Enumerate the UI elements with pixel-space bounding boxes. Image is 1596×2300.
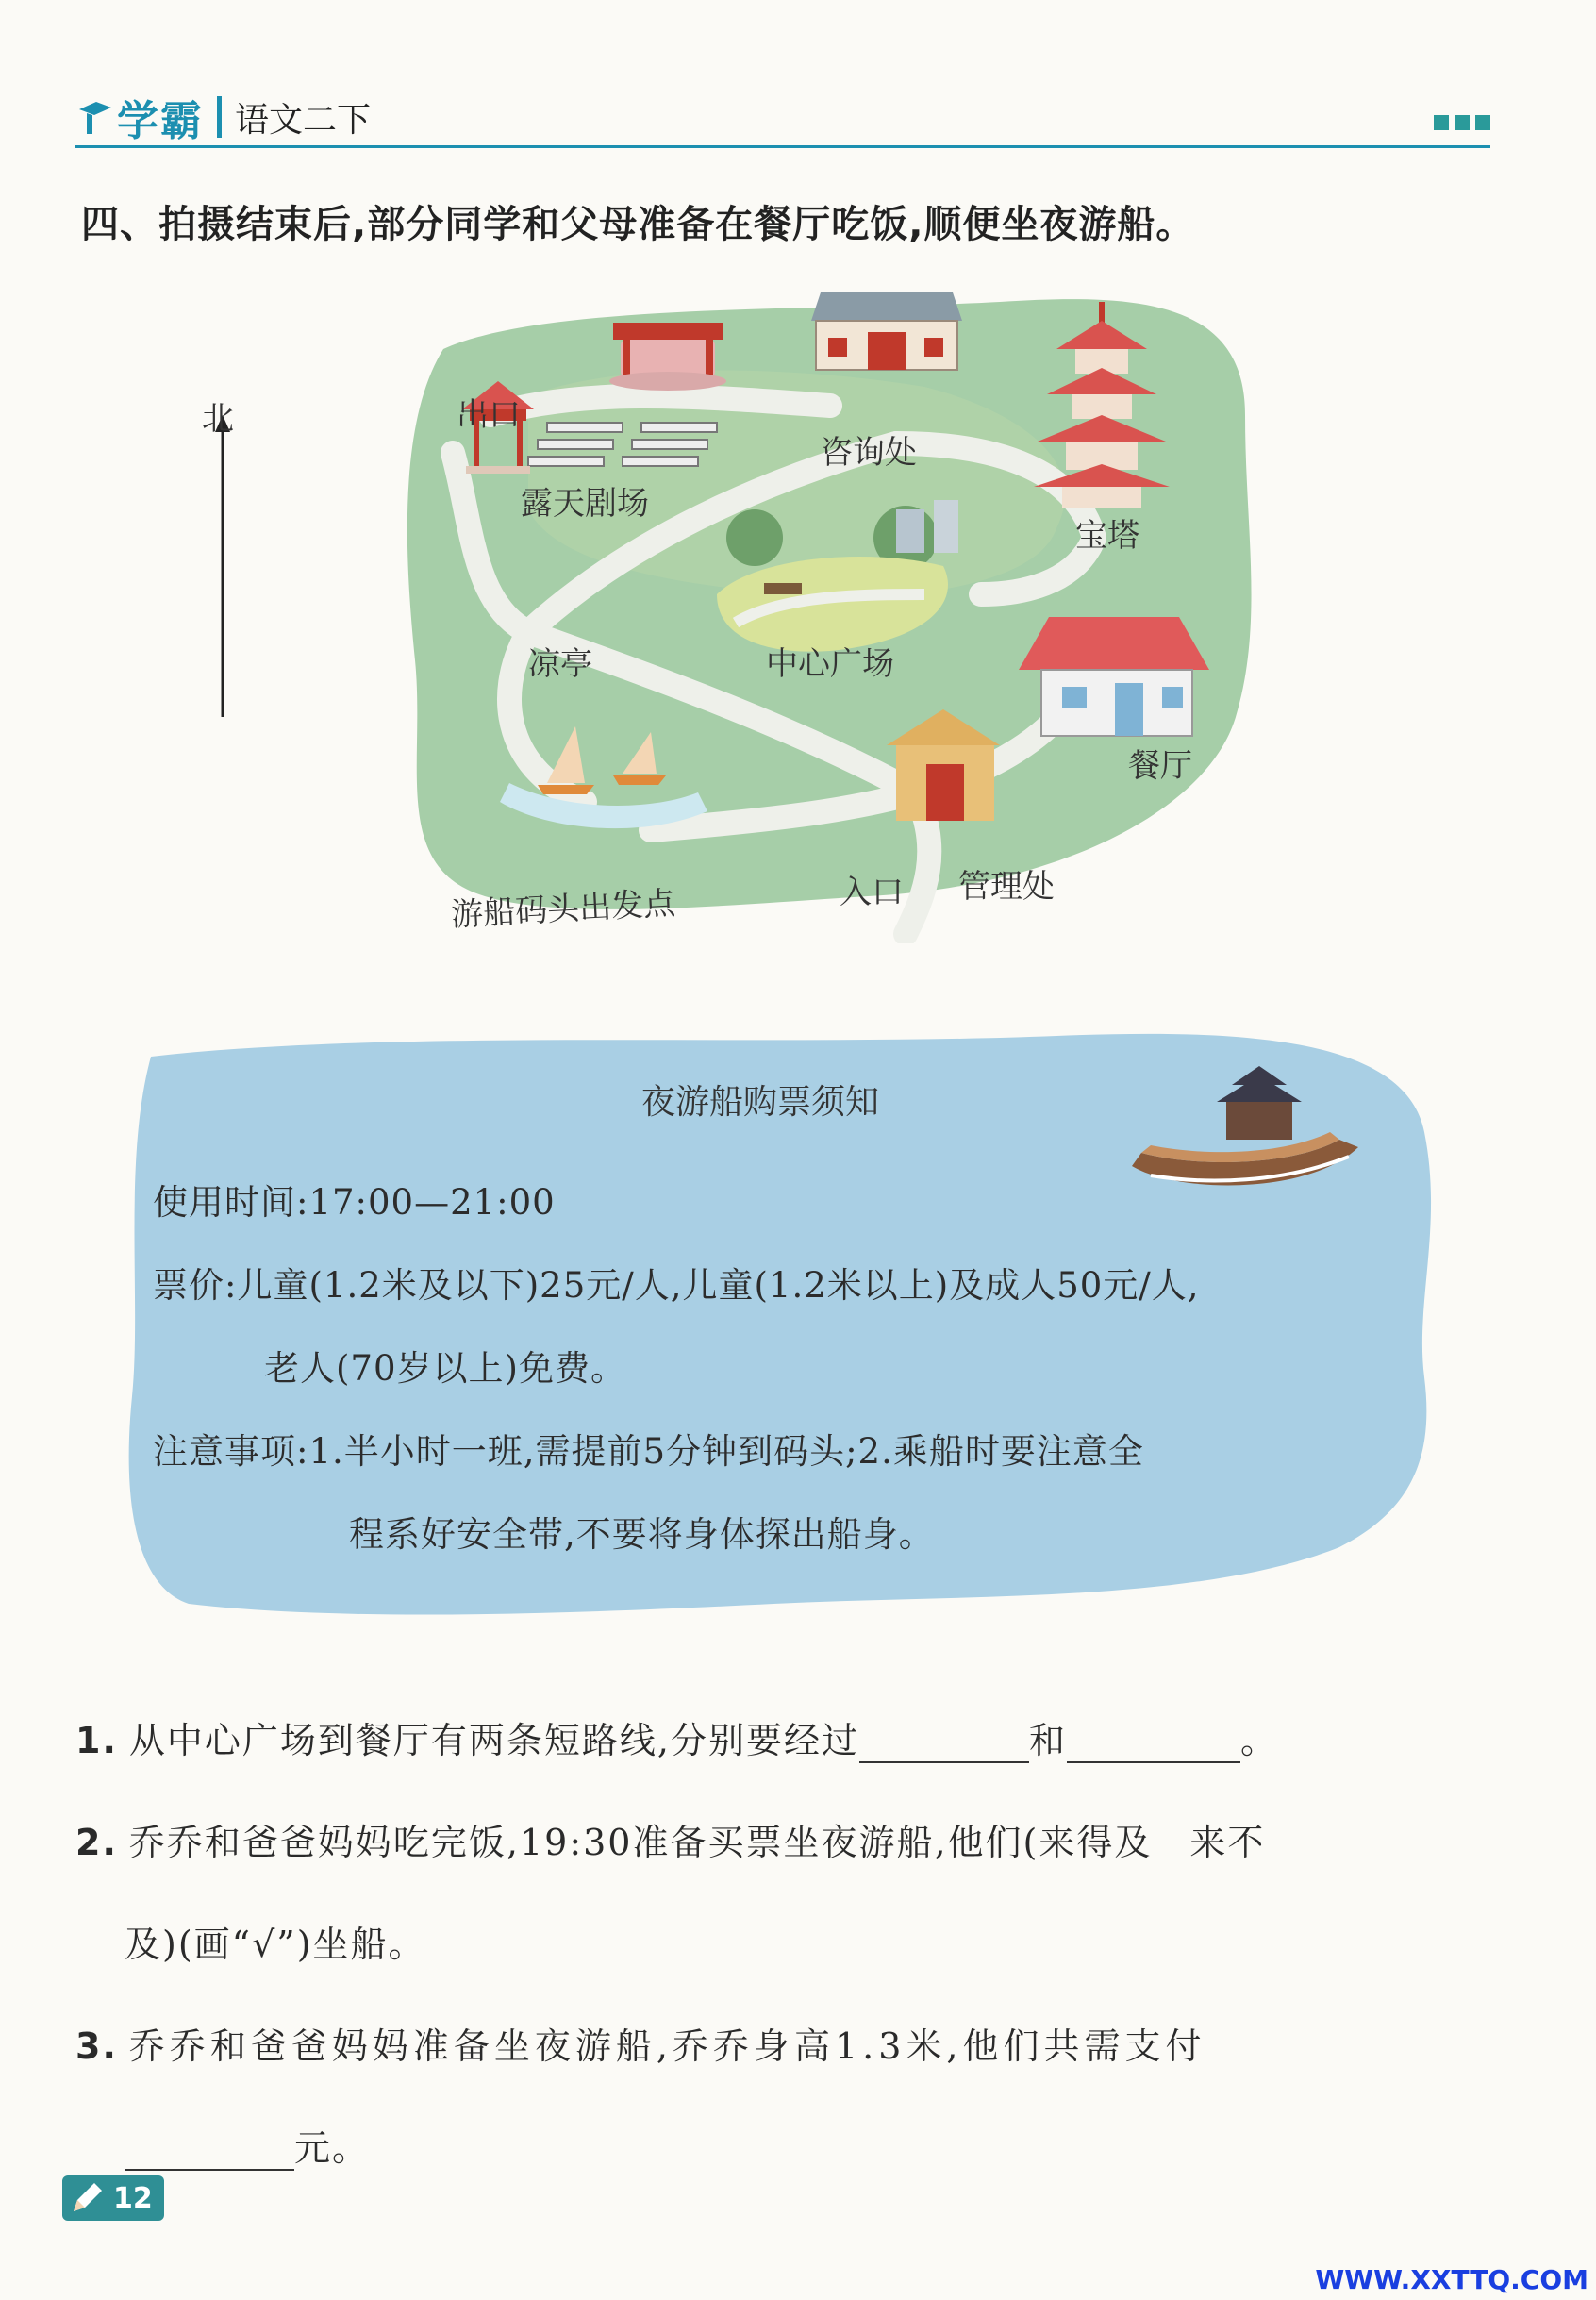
restaurant-icon xyxy=(1019,617,1209,736)
question-number: 2. xyxy=(75,1822,118,1863)
question-text: 元。 xyxy=(294,2127,371,2169)
section-title: 四、拍摄结束后,部分同学和父母准备在餐厅吃饭,顺便坐夜游船。 xyxy=(81,203,1195,246)
page-number: 12 xyxy=(113,2181,153,2215)
pencil-icon xyxy=(68,2179,106,2217)
question-3 xyxy=(75,2017,1205,2069)
entrance-label: 入口 xyxy=(840,874,904,911)
dock-label: 游船码头出发点 xyxy=(450,884,677,935)
question-text[interactable]: 乔乔和爸爸妈妈吃完饭,19:30准备买票坐夜游船,他们(来得及 来不 xyxy=(128,1822,1266,1863)
question-2 xyxy=(75,1813,1265,1865)
answer-blank-1a[interactable] xyxy=(859,1724,1029,1763)
exit-label: 出口 xyxy=(457,396,521,434)
question-3-continued xyxy=(125,2119,370,2171)
question-text: 乔乔和爸爸妈妈准备坐夜游船,乔乔身高1.3米,他们共需支付 xyxy=(128,2025,1206,2067)
park-map-graphic xyxy=(340,283,1283,943)
theater-label: 露天剧场 xyxy=(521,485,649,523)
notice-price-line-1: 票价:儿童(1.2米及以下)25元/人,儿童(1.2米以上)及成人50元/人, xyxy=(153,1265,1200,1306)
notice-price-line-2: 老人(70岁以上)免费。 xyxy=(264,1348,626,1389)
page-header xyxy=(75,87,1490,162)
office-label: 管理处 xyxy=(958,868,1055,906)
question-1 xyxy=(75,1711,1278,1763)
subject-title: 语文二下 xyxy=(235,100,372,140)
page-number-badge xyxy=(62,2175,164,2221)
notice-notes-line-1: 注意事项:1.半小时一班,需提前5分钟到码头;2.乘船时要注意全 xyxy=(153,1431,1144,1472)
ticket-notice xyxy=(113,1019,1443,1632)
header-divider xyxy=(75,145,1490,148)
restaurant-label: 餐厅 xyxy=(1128,747,1192,785)
notice-notes-line-2: 程系好安全带,不要将身体探出船身。 xyxy=(349,1514,935,1555)
notice-title: 夜游船购票须知 xyxy=(641,1083,880,1122)
north-arrow xyxy=(213,415,232,717)
graduation-cap-icon xyxy=(75,96,113,138)
question-text: 和 xyxy=(1028,1720,1067,1761)
question-2-continued xyxy=(125,1915,426,1967)
question-text: 及)(画“√”)坐船。 xyxy=(125,1924,426,1965)
brand-name: 学霸 xyxy=(117,97,204,145)
brand-logo xyxy=(75,87,371,147)
info-building-icon xyxy=(811,292,962,370)
north-label: 北 xyxy=(202,400,234,438)
pagoda-label: 宝塔 xyxy=(1075,517,1139,555)
tour-boat-icon xyxy=(1122,1062,1368,1204)
question-text: 。 xyxy=(1240,1720,1279,1761)
answer-blank-1b[interactable] xyxy=(1067,1724,1240,1763)
info-label: 咨询处 xyxy=(821,434,917,472)
stage-icon xyxy=(609,323,726,391)
pavilion-label: 凉亭 xyxy=(528,645,592,683)
park-map xyxy=(202,283,1283,943)
question-number: 1. xyxy=(75,1720,118,1761)
watermark: WWW.XXTTQ.COM xyxy=(1315,2264,1588,2295)
plaza-label: 中心广场 xyxy=(766,645,894,683)
question-text: 从中心广场到餐厅有两条短路线,分别要经过 xyxy=(128,1720,859,1761)
notice-time: 使用时间:17:00—21:00 xyxy=(153,1182,556,1223)
brand-separator xyxy=(217,96,222,138)
answer-blank-3[interactable] xyxy=(125,2131,294,2171)
header-decoration xyxy=(1434,115,1490,130)
question-number: 3. xyxy=(75,2025,118,2067)
